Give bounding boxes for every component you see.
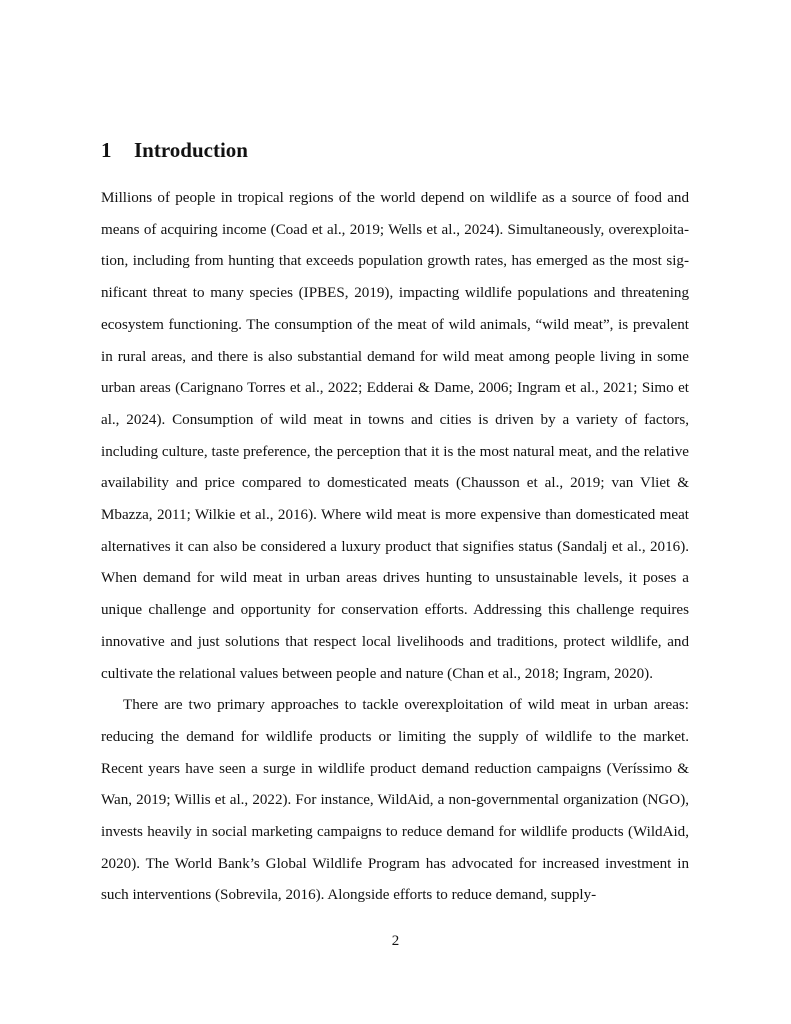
section-title: Introduction bbox=[134, 138, 248, 162]
page-number: 2 bbox=[391, 933, 400, 949]
section-heading bbox=[101, 135, 248, 165]
paragraph: There are two primary approaches to tackle overexploitation of wild meat in urban areas: reducing the demand for wildlife products or limiting the supply of wildlife to the market. Recent years have seen a surge in wildlife product demand reduction campaigns (Veríssimo & Wan, 2019; Willis et al., 2022). For instance, WildAid, a non-governmental organization (NGO), invests heavily in social marketing campaigns to reduce demand for wildlife products (WildAid, 2020). The World Bank’s Global Wildlife Program has advocated for increased investment in such interventions (Sobrevila, 2016). Alongside efforts to reduce demand, supply- bbox=[101, 697, 689, 904]
body-text bbox=[101, 183, 689, 912]
paragraph: Millions of people in tropical regions of the world depend on wildlife as a source of food and means of acquiring income (Coad et al., 2019; Wells et al., 2024). Simultaneously, overexploitation, including from hunting that exceeds population growth rates, has emerged as the most significant threat to many species (IPBES, 2019), impacting wildlife populations and threatening ecosystem functioning. The consumption of the meat of wild animals, “wild meat”, is prevalent in rural areas, and there is also substantial demand for wild meat among people living in some urban areas (Carignano Torres et al., 2022; Edderai & Dame, 2006; Ingram et al., 2021; Simo et al., 2024). Consumption of wild meat in towns and cities is driven by a variety of factors, including culture, taste preference, the perception that it is the most natural meat, and the relative availability and price compared to domesticated meats (Chausson et al., 2019; van Vliet & Mbazza, 2011; Wilkie et al., 2016). Where wild meat is more expensive than domesticated meat alternatives it can also be considered a luxury product that signifies status (Sandalj et al., 2016). When demand for wild meat in urban areas drives hunting to unsustainable levels, it poses a unique challenge and opportunity for conservation efforts. Addressing this challenge requires innovative and just solutions that respect local livelihoods and traditions, protect wildlife, and cultivate the relational values between people and nature (Chan et al., 2018; Ingram, 2020). bbox=[101, 190, 689, 682]
section-number: 1 bbox=[101, 138, 112, 162]
